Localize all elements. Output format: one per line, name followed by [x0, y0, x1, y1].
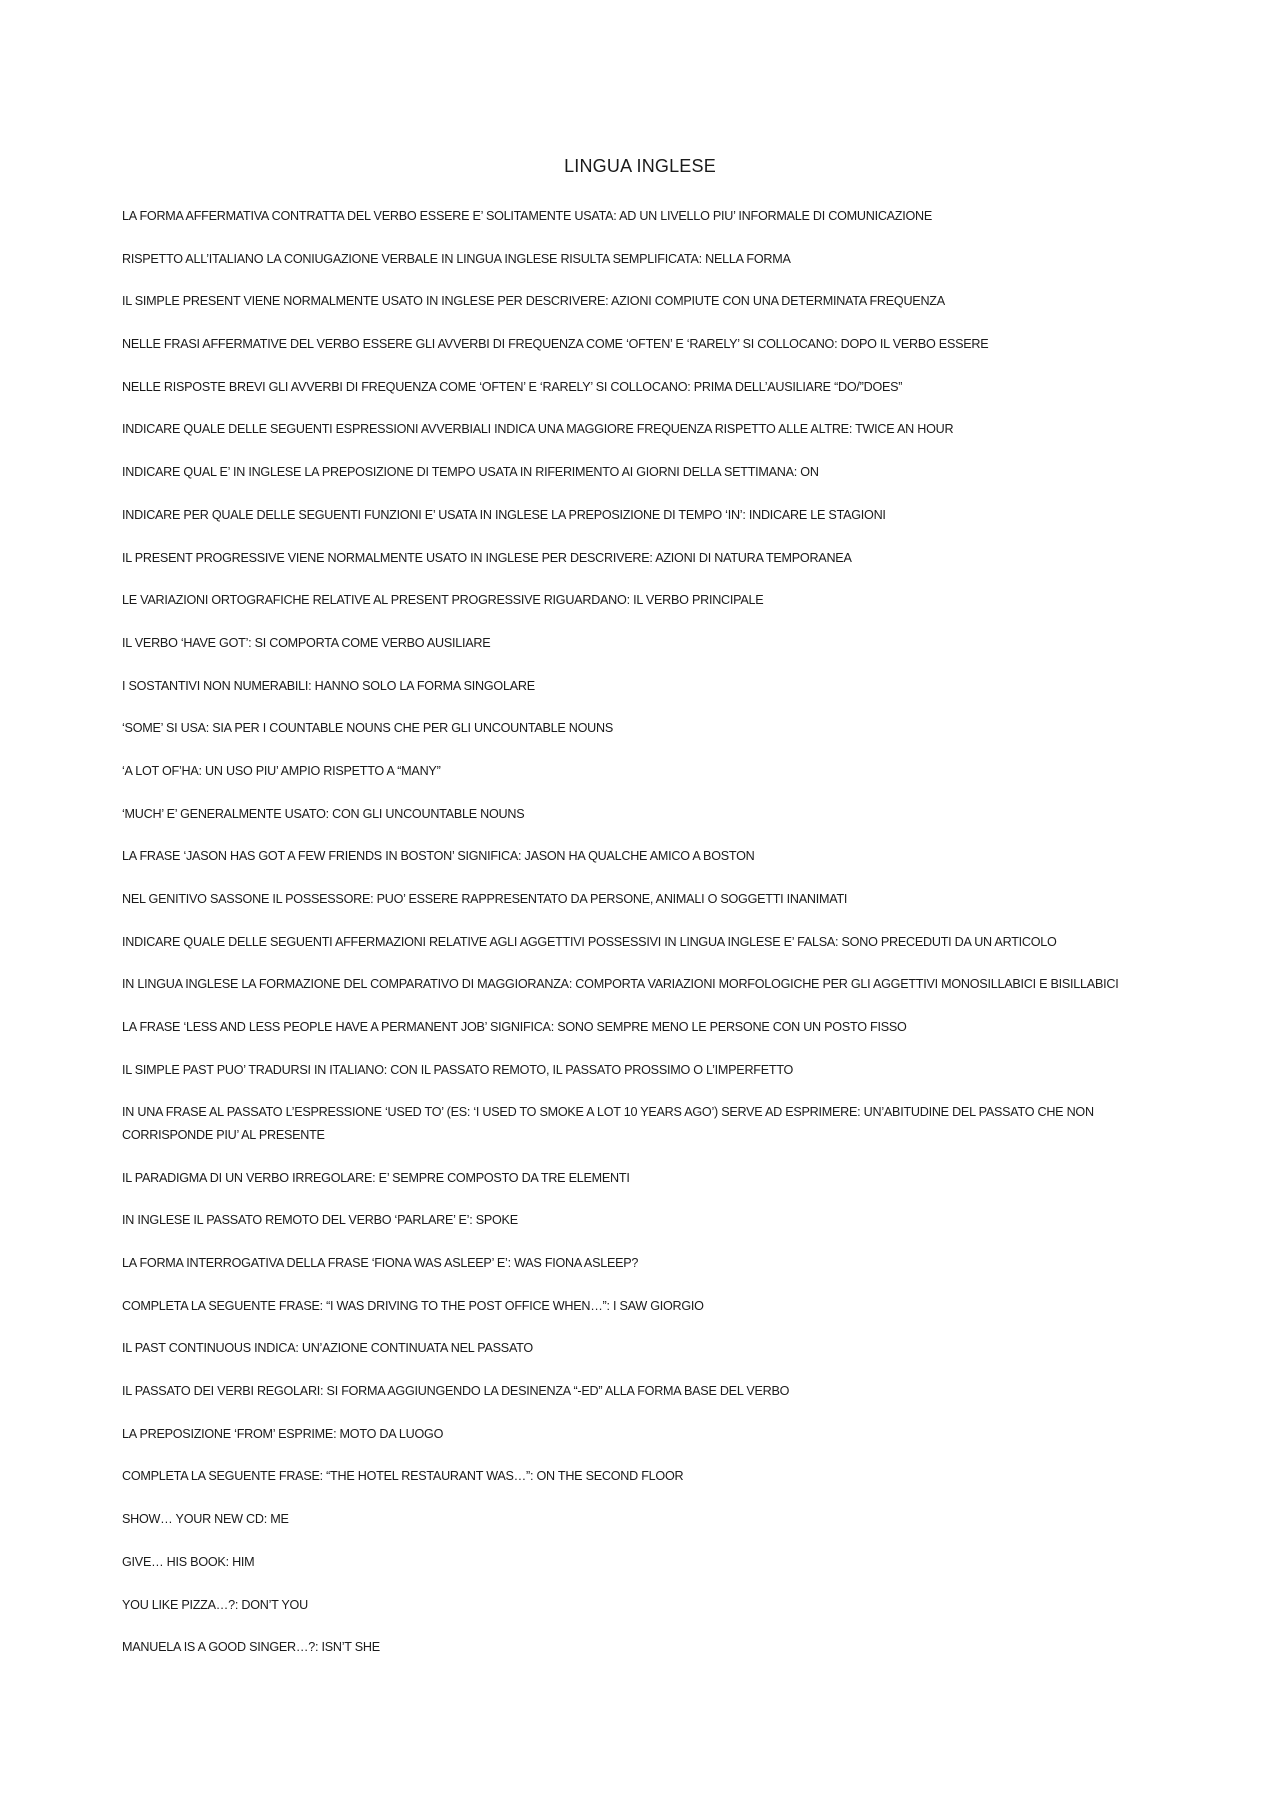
list-item: MANUELA IS A GOOD SINGER…?: ISN’T SHE — [122, 1640, 380, 1655]
list-item: I SOSTANTIVI NON NUMERABILI: HANNO SOLO LA FORMA SINGOLARE — [122, 678, 535, 693]
list-item: INDICARE QUALE DELLE SEGUENTI ESPRESSIONI AVVERBIALI INDICA UNA MAGGIORE FREQUENZA RISPETTO ALLE ALTRE: TWICE AN HOUR — [122, 422, 954, 437]
list-item: LA FRASE ‘LESS AND LESS PEOPLE HAVE A PERMANENT JOB’ SIGNIFICA: SONO SEMPRE MENO LE PERSONE CON UN POSTO FISSO — [122, 1020, 907, 1035]
list-item: LA FORMA AFFERMATIVA CONTRATTA DEL VERBO ESSERE E’ SOLITAMENTE USATA: AD UN LIVELLO PIU’ INFORMALE DI COMUNICAZIONE — [122, 209, 933, 223]
list-item: LA FORMA INTERROGATIVA DELLA FRASE ‘FIONA WAS ASLEEP’ E’: WAS FIONA ASLEEP? — [122, 1256, 639, 1270]
list-item: IL PASSATO DEI VERBI REGOLARI: SI FORMA AGGIUNGENDO LA DESINENZA “-ED” ALLA FORMA BASE DEL VERBO — [122, 1384, 790, 1399]
list-item: YOU LIKE PIZZA…?: DON’T YOU — [122, 1597, 308, 1612]
qa-list — [122, 205, 1172, 1679]
page-title: LINGUA INGLESE — [564, 156, 716, 176]
list-item: LA FRASE ‘JASON HAS GOT A FEW FRIENDS IN BOSTON’ SIGNIFICA: JASON HA QUALCHE AMICO A BOSTON — [122, 849, 755, 864]
list-item: GIVE… HIS BOOK: HIM — [122, 1554, 255, 1569]
list-item: INDICARE QUAL E’ IN INGLESE LA PREPOSIZIONE DI TEMPO USATA IN RIFERIMENTO AI GIORNI DELLA SETTIMANA: ON — [122, 465, 819, 480]
list-item: IL VERBO ‘HAVE GOT’: SI COMPORTA COME VERBO AUSILIARE — [122, 635, 491, 650]
list-item: IN LINGUA INGLESE LA FORMAZIONE DEL COMPARATIVO DI MAGGIORANZA: COMPORTA VARIAZIONI MORFOLOGICHE PER GLI AGGETTIVI MONOSILLABICI E BISILLABICI — [122, 977, 1119, 992]
list-item: ‘A LOT OF’HA: UN USO PIU’ AMPIO RISPETTO A “MANY” — [122, 763, 441, 778]
list-item: IL SIMPLE PRESENT VIENE NORMALMENTE USATO IN INGLESE PER DESCRIVERE: AZIONI COMPIUTE CON UNA DETERMINATA FREQUENZA — [122, 294, 945, 309]
list-item: COMPLETA LA SEGUENTE FRASE: “THE HOTEL RESTAURANT WAS…”: ON THE SECOND FLOOR — [122, 1469, 684, 1484]
list-item: IL PRESENT PROGRESSIVE VIENE NORMALMENTE USATO IN INGLESE PER DESCRIVERE: AZIONI DI NATURA TEMPORANEA — [122, 550, 852, 565]
list-item: RISPETTO ALL’ITALIANO LA CONIUGAZIONE VERBALE IN LINGUA INGLESE RISULTA SEMPLIFICATA: NELLA FORMA — [122, 251, 791, 266]
list-item: LA PREPOSIZIONE ‘FROM’ ESPRIME: MOTO DA LUOGO — [122, 1426, 444, 1441]
list-item: IL PAST CONTINUOUS INDICA: UN’AZIONE CONTINUATA NEL PASSATO — [122, 1341, 533, 1356]
list-item: SHOW… YOUR NEW CD: ME — [122, 1512, 289, 1527]
list-item: COMPLETA LA SEGUENTE FRASE: “I WAS DRIVING TO THE POST OFFICE WHEN…”: I SAW GIORGIO — [122, 1298, 704, 1313]
list-item: IN INGLESE IL PASSATO REMOTO DEL VERBO ‘PARLARE’ E’: SPOKE — [122, 1213, 518, 1228]
list-item: NELLE RISPOSTE BREVI GLI AVVERBI DI FREQUENZA COME ‘OFTEN’ E ‘RARELY’ SI COLLOCANO: PRIMA DELL’AUSILIARE “DO/”DOES” — [122, 379, 903, 394]
list-item: INDICARE PER QUALE DELLE SEGUENTI FUNZIONI E’ USATA IN INGLESE LA PREPOSIZIONE DI TEMPO ‘IN’: INDICARE LE STAGIONI — [122, 507, 886, 522]
list-item: INDICARE QUALE DELLE SEGUENTI AFFERMAZIONI RELATIVE AGLI AGGETTIVI POSSESSIVI IN LINGUA INGLESE E’ FALSA: SONO PRECEDUTI DA UN ARTICOLO — [122, 934, 1057, 949]
list-item: NEL GENITIVO SASSONE IL POSSESSORE: PUO’ ESSERE RAPPRESENTATO DA PERSONE, ANIMALI O SOGGETTI INANIMATI — [122, 892, 848, 906]
list-item: IL SIMPLE PAST PUO’ TRADURSI IN ITALIANO: CON IL PASSATO REMOTO, IL PASSATO PROSSIMO O L’IMPERFETTO — [122, 1062, 794, 1077]
list-item: NELLE FRASI AFFERMATIVE DEL VERBO ESSERE GLI AVVERBI DI FREQUENZA COME ‘OFTEN’ E ‘RARELY’ SI COLLOCANO: DOPO IL VERBO ESSERE — [122, 337, 989, 352]
list-item: IN UNA FRASE AL PASSATO L’ESPRESSIONE ‘USED TO’ (ES: ‘I USED TO SMOKE A LOT 10 YEARS AGO’) SERVE AD ESPRIMERE: UN’ABITUDINE DEL PASSATO CHE NON CORRISPONDE PIU’ AL PRESENTE — [122, 1105, 1094, 1142]
list-item: IL PARADIGMA DI UN VERBO IRREGOLARE: E’ SEMPRE COMPOSTO DA TRE ELEMENTI — [122, 1170, 630, 1185]
list-item: ‘SOME’ SI USA: SIA PER I COUNTABLE NOUNS CHE PER GLI UNCOUNTABLE NOUNS — [122, 721, 614, 736]
list-item: ‘MUCH’ E’ GENERALMENTE USATO: CON GLI UNCOUNTABLE NOUNS — [122, 806, 525, 821]
list-item: LE VARIAZIONI ORTOGRAFICHE RELATIVE AL PRESENT PROGRESSIVE RIGUARDANO: IL VERBO PRINCIPALE — [122, 593, 764, 608]
